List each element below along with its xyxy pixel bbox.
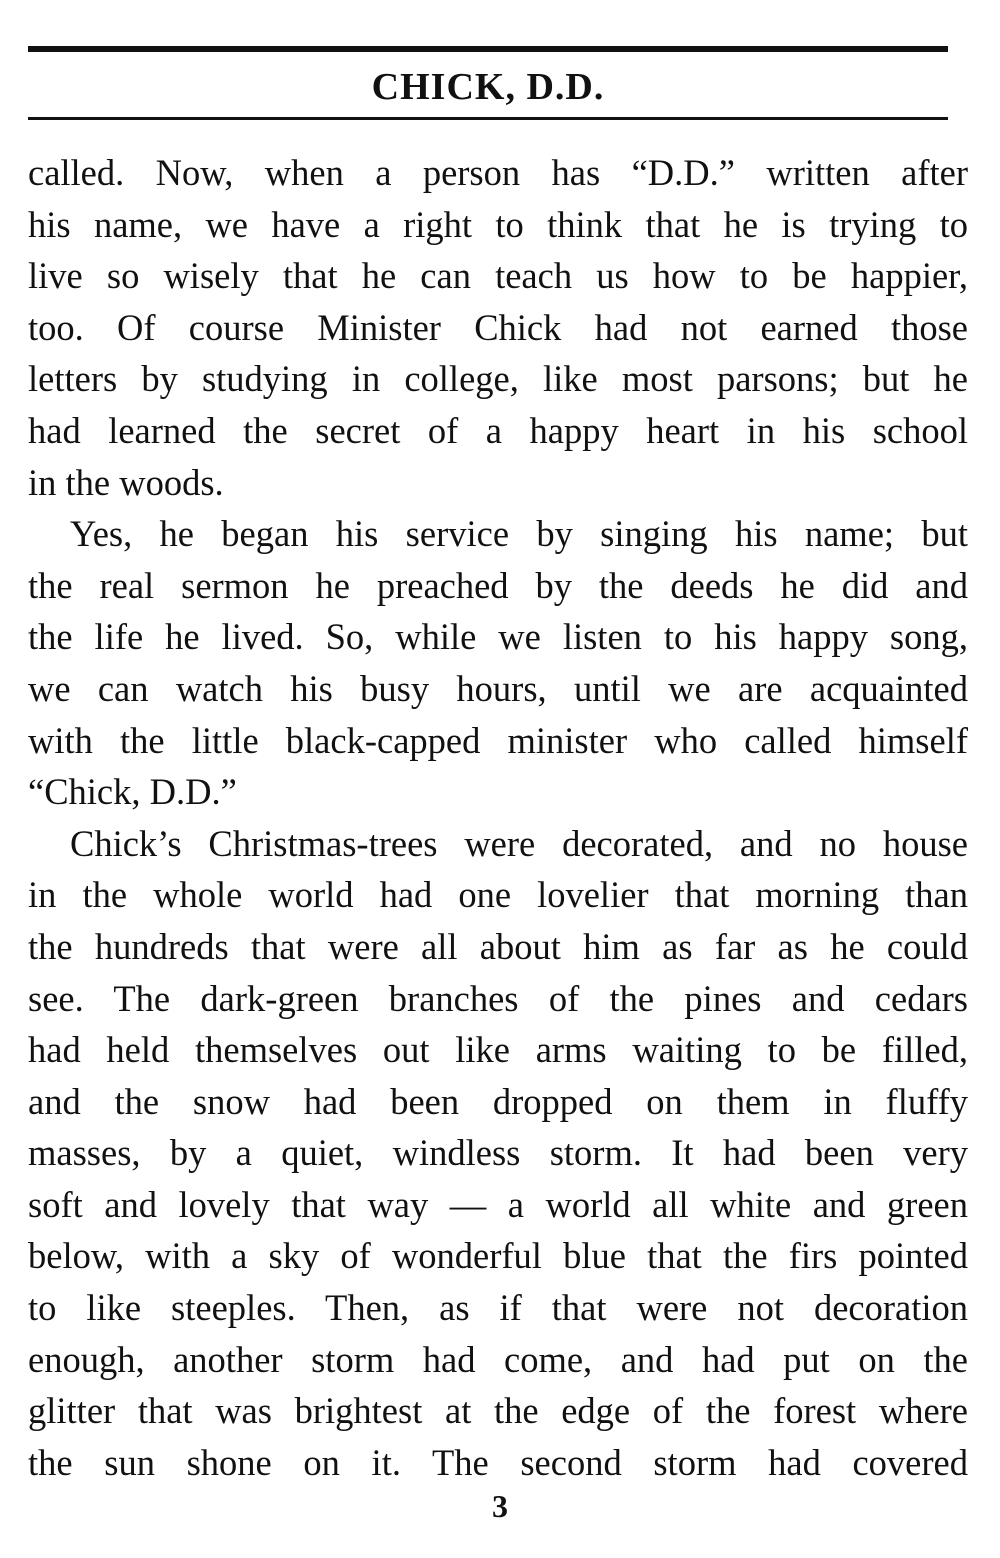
text-line: too. Of course Minister Chick had not earned those [28, 306, 968, 348]
header-rule-top [28, 46, 948, 52]
text-line: enough, another storm had come, and had put on the [28, 1338, 968, 1380]
text-line: had learned the secret of a happy heart in his school [28, 409, 968, 451]
page-number: 3 [492, 1488, 508, 1524]
text-line: the real sermon he preached by the deeds he did and [28, 564, 968, 606]
text-line: below, with a sky of wonderful blue that the firs pointed [28, 1235, 968, 1277]
running-head-title: CHICK, D.D. [371, 66, 605, 108]
body-text [28, 147, 968, 1488]
text-line: glitter that was brightest at the edge of the forest where [28, 1390, 968, 1432]
text-line: see. The dark-green branches of the pines and cedars [28, 977, 968, 1019]
text-line: “Chick, D.D.” [28, 771, 237, 813]
text-line: live so wisely that he can teach us how to be happier, [28, 255, 968, 297]
text-line: the hundreds that were all about him as far as he could [28, 925, 968, 967]
text-line: his name, we have a right to think that he is trying to [28, 203, 968, 245]
text-line: in the woods. [28, 461, 224, 503]
text-line: called. Now, when a person has “D.D.” written after [28, 152, 968, 193]
paragraph-start-line: Yes, he began his service by singing his name; but [70, 513, 968, 555]
text-line: and the snow had been dropped on them in fluffy [28, 1080, 968, 1122]
header-rule-bottom [28, 117, 948, 120]
text-line: the sun shone on it. The second storm had covered [28, 1441, 968, 1483]
text-line: had held themselves out like arms waiting to be filled, [28, 1029, 968, 1071]
text-line: masses, by a quiet, windless storm. It had been very [28, 1132, 968, 1174]
text-line: we can watch his busy hours, until we are acquainted [28, 667, 968, 709]
text-line: to like steeples. Then, as if that were not decoration [28, 1287, 968, 1329]
text-line: letters by studying in college, like most parsons; but he [28, 358, 968, 400]
text-line: the life he lived. So, while we listen to his happy song, [28, 616, 968, 658]
text-line: in the whole world had one lovelier that morning than [28, 874, 968, 916]
text-line: soft and lovely that way — a world all white and green [28, 1183, 968, 1225]
paragraph-start-line: Chick’s Christmas-trees were decorated, and no house [70, 822, 968, 864]
text-line: with the little black-capped minister who called himself [28, 719, 968, 761]
